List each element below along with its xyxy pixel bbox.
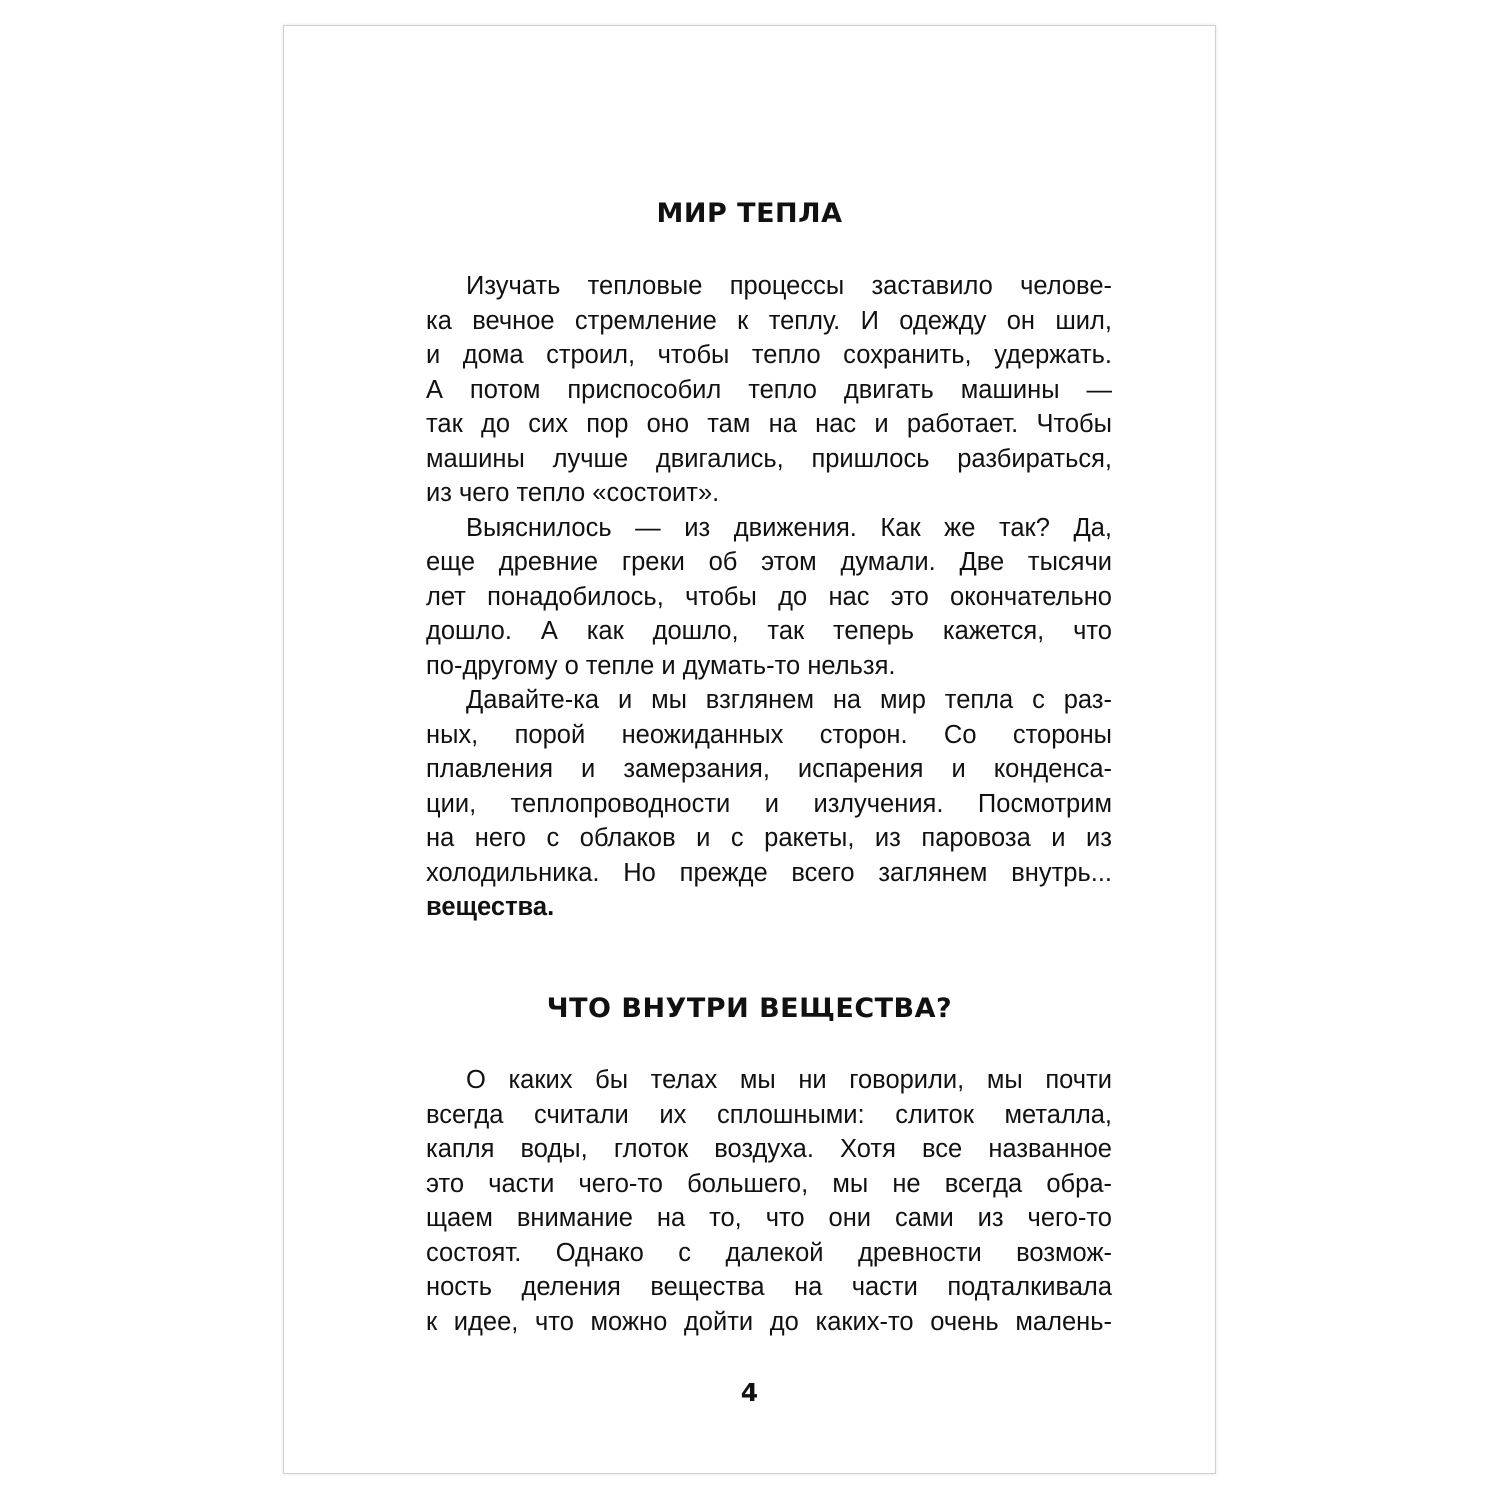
paragraph-line: холодильника. Но прежде всего заглянем внутрь... xyxy=(426,859,1112,887)
paragraph-line: А потом приспособил тепло двигать машины — xyxy=(426,376,1112,404)
paragraph-line: дошло. А как дошло, так теперь кажется, что xyxy=(426,617,1112,645)
paragraph-line: состоят. Однако с далекой древности возмож- xyxy=(426,1239,1112,1267)
paragraph-line: лет понадобилось, чтобы до нас это окончательно xyxy=(426,583,1112,611)
page-number: 4 xyxy=(740,1378,759,1407)
paragraph-line: щаем внимание на то, что они сами из чего-то xyxy=(426,1204,1112,1232)
paragraph-line: Изучать тепловые процессы заставило челове- xyxy=(466,272,1112,300)
book-page xyxy=(283,25,1216,1474)
paragraph-line: капля воды, глоток воздуха. Хотя все названное xyxy=(426,1135,1112,1163)
paragraph-line: О каких бы телах мы ни говорили, мы почти xyxy=(466,1066,1112,1094)
paragraph-line: машины лучше двигались, пришлось разбираться, xyxy=(426,445,1112,473)
paragraph-line: Выяснилось — из движения. Как же так? Да, xyxy=(466,514,1112,542)
paragraph-line: и дома строил, чтобы тепло сохранить, удержать. xyxy=(426,341,1112,369)
section-title-inside-matter: ЧТО ВНУТРИ ВЕЩЕСТВА? xyxy=(546,993,953,1024)
section-title-world-of-heat: МИР ТЕПЛА xyxy=(656,198,843,229)
paragraph-line: по-другому о тепле и думать-то нельзя. xyxy=(426,652,896,680)
paragraph-line: ных, порой неожиданных сторон. Со стороны xyxy=(426,721,1112,749)
paragraph-line: из чего тепло «состоит». xyxy=(426,479,720,507)
paragraph-line: на него с облаков и с ракеты, из паровоза и из xyxy=(426,824,1112,852)
paragraph-line: к идее, что можно дойти до каких-то очень малень- xyxy=(426,1308,1112,1336)
paragraph-line: так до сих пор оно там на нас и работает. Чтобы xyxy=(426,410,1112,438)
paragraph-line-bold: вещества. xyxy=(426,893,555,921)
paragraph-line: это части чего-то большего, мы не всегда обра- xyxy=(426,1170,1112,1198)
paragraph-line: ка вечное стремление к теплу. И одежду он шил, xyxy=(426,307,1112,335)
paragraph-line: ции, теплопроводности и излучения. Посмотрим xyxy=(426,790,1112,818)
paragraph-line: ность деления вещества на части подталкивала xyxy=(426,1273,1112,1301)
paragraph-line: еще древние греки об этом думали. Две тысячи xyxy=(426,548,1112,576)
paragraph-line: всегда считали их сплошными: слиток металла, xyxy=(426,1101,1112,1129)
paragraph-line: Давайте-ка и мы взглянем на мир тепла с раз- xyxy=(466,686,1112,714)
paragraph-line: плавления и замерзания, испарения и конденса- xyxy=(426,755,1112,783)
